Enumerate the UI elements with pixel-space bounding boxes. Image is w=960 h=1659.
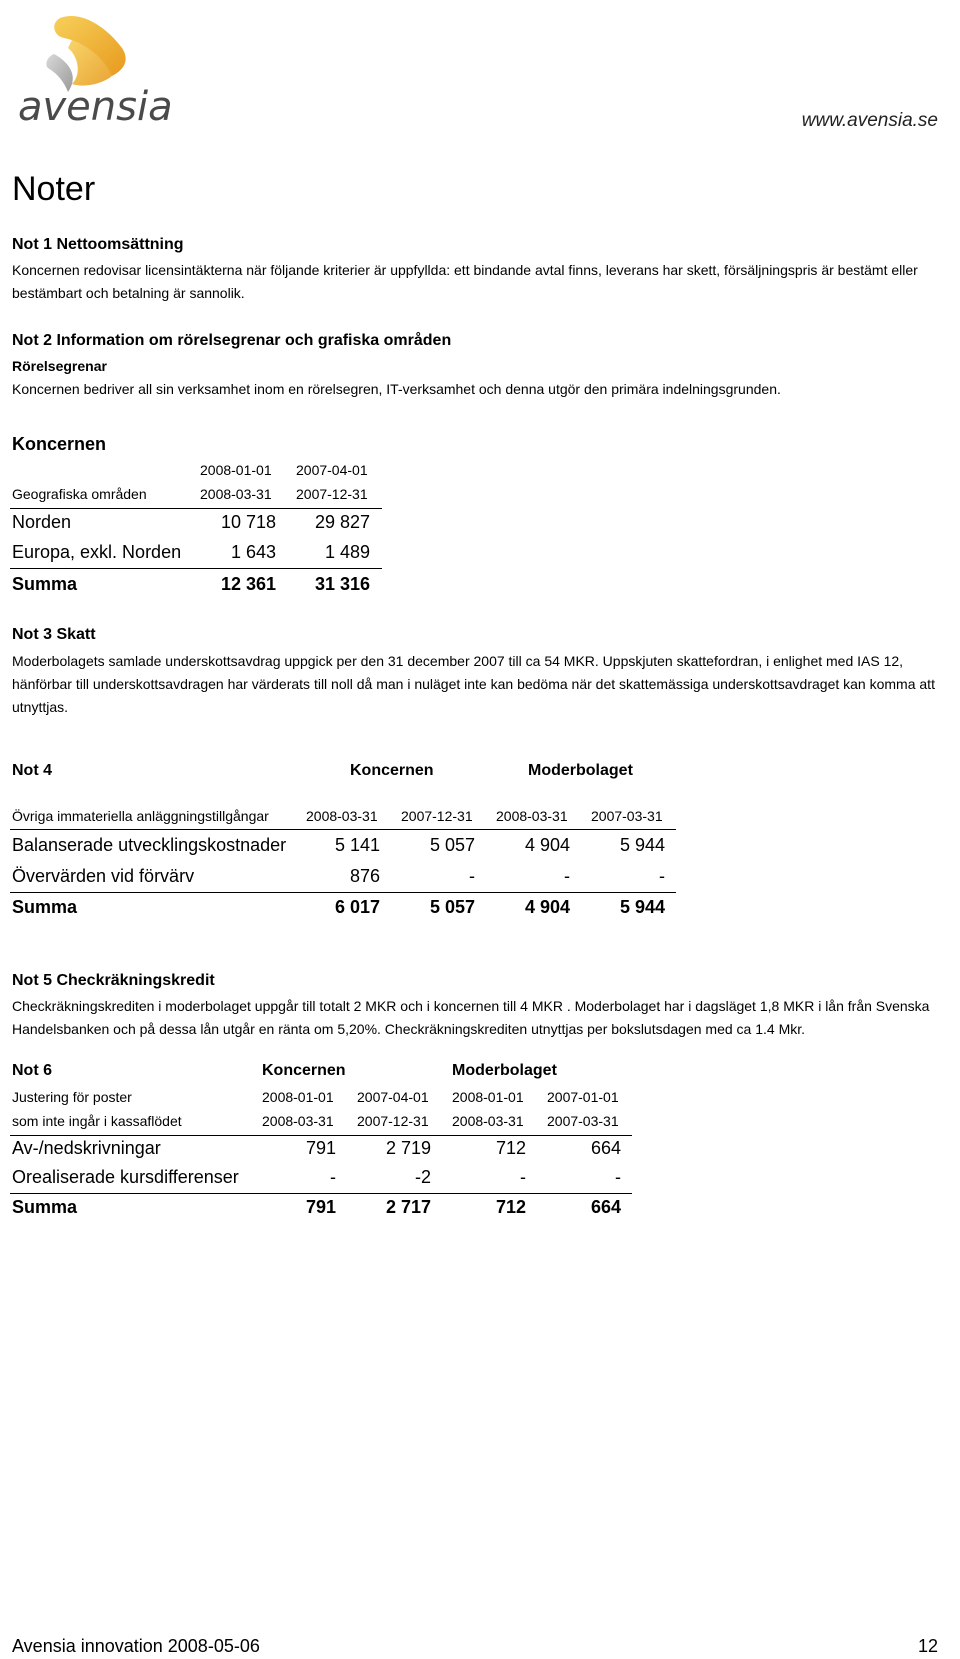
not6-row-avskrivningar-v4: 664 [590,1138,621,1158]
not6-total-v2: 2 717 [385,1197,431,1217]
not4-heading: Not 4 [12,762,52,779]
not4-row-balanserade-label: Balanserade utvecklingskostnader [12,835,287,855]
not4-row-overvarden-v3: - [564,866,570,886]
not6-group-koncernen: Koncernen [262,1062,346,1079]
logo-text: avensia [18,84,172,128]
not2-row-europa-v1: 1 643 [230,542,276,562]
not6-col-4-line1: 2007-01-01 [547,1089,619,1105]
not6-row-avskrivningar-v1: 791 [305,1138,336,1158]
not6-row-kursdifferenser-v4: - [615,1167,621,1187]
not6-row-kursdifferenser-label: Orealiserade kursdifferenser [12,1167,239,1187]
not6-col-3-line2: 2008-03-31 [452,1113,524,1129]
not4-row-overvarden-label: Övervärden vid förvärv [12,866,195,886]
not4-col-2: 2007-12-31 [401,808,473,824]
not6-col-3-line1: 2008-01-01 [452,1089,524,1105]
not4-total-v1: 6 017 [334,897,380,917]
not6-row-kursdifferenser-v3: - [520,1167,526,1187]
not6-heading: Not 6 [12,1062,52,1079]
not6-total-v4: 664 [590,1197,621,1217]
not6-col-2-line2: 2007-12-31 [357,1113,429,1129]
avensia-logo [12,8,172,128]
not4-row-balanserade-v1: 5 141 [334,835,380,855]
not6-group-moderbolaget: Moderbolaget [452,1062,557,1079]
not6-row-kursdifferenser-v2: -2 [414,1167,431,1187]
not2-subheading: Rörelsegrenar [12,358,107,374]
page-title: Noter [12,170,96,208]
not4-group-koncernen: Koncernen [350,762,434,779]
not6-row-avskrivningar-v2: 2 719 [385,1138,431,1158]
not5-heading: Not 5 Checkräkningskredit [12,972,215,989]
not4-header-divider [10,829,676,830]
not4-col-1: 2008-03-31 [306,808,378,824]
not6-total-divider [10,1193,632,1194]
not6-row-kursdifferenser-v1: - [330,1167,336,1187]
not2-col2-line2: 2007-12-31 [296,486,368,502]
not2-row-norden-label: Norden [12,512,72,532]
not2-row-europa-v2: 1 489 [324,542,370,562]
not4-col-3: 2008-03-31 [496,808,568,824]
not4-group-moderbolaget: Moderbolaget [528,762,633,779]
not4-row-overvarden-v1: 876 [349,866,380,886]
not2-table-title: Koncernen [12,434,107,454]
not4-total-label: Summa [12,897,78,917]
not2-total-v2: 31 316 [314,574,370,594]
not3-heading: Not 3 Skatt [12,626,96,643]
not4-row-balanserade-v2: 5 057 [429,835,475,855]
not4-row-overvarden-v4: - [659,866,665,886]
not2-total-divider [10,568,382,569]
not2-col2-line1: 2007-04-01 [296,462,368,478]
logo-mark-icon [12,8,172,128]
not2-header-divider [10,508,382,509]
not4-total-divider [10,892,676,893]
not3-text: Moderbolagets samlade underskottsavdrag uppgick per den 31 december 2007 till ca 54 MKR. Uppskjuten skattefordran, i enlighet med IAS 12, hänförbar till underskottsavdragen har värderats till noll då man i nuläget inte kan bedöma när det skattemässiga underskottsavdraget kan komma att utnyttjas. [12,653,935,715]
not2-row-norden-v1: 10 718 [220,512,276,532]
not6-total-label: Summa [12,1197,78,1217]
not2-col1-line2: 2008-03-31 [200,486,272,502]
not4-row-balanserade-v3: 4 904 [524,835,570,855]
not4-total-v2: 5 057 [429,897,475,917]
not2-total-label: Summa [12,574,78,594]
not6-col-1-line2: 2008-03-31 [262,1113,334,1129]
website-link[interactable]: www.avensia.se [801,110,938,131]
not4-row-balanserade-v4: 5 944 [619,835,665,855]
not1-text: Koncernen redovisar licensintäkterna när följande kriterier är uppfyllda: ett bindande avtal finns, leverans har skett, försäljningspris är bestämt eller bestämbart och betalning är sannolik. [12,262,918,301]
not2-heading: Not 2 Information om rörelsegrenar och grafiska områden [12,332,452,349]
not1-heading: Not 1 Nettoomsättning [12,236,184,253]
not4-col-4: 2007-03-31 [591,808,663,824]
not5-text: Checkräkningskrediten i moderbolaget uppgår till totalt 2 MKR och i koncernen till 4 MKR . Moderbolaget har i dagsläget 1,8 MKR i lån från Svenska Handelsbanken och på dessa lån utgår en ränta om 5,20%. Checkräkningskrediten utnyttjas per bokslutsdagen med ca 1.4 Mkr. [12,998,930,1037]
not4-total-v4: 5 944 [619,897,665,917]
not6-col-4-line2: 2007-03-31 [547,1113,619,1129]
not4-total-v3: 4 904 [524,897,570,917]
page-number: 12 [917,1636,938,1656]
not6-col-1-line1: 2008-01-01 [262,1089,334,1105]
not2-row-header: Geografiska områden [12,486,147,502]
not6-row-header-2: som inte ingår i kassaflödet [12,1113,182,1129]
not6-row-avskrivningar-label: Av-/nedskrivningar [12,1138,161,1158]
not6-row-header-1: Justering för poster [12,1089,132,1105]
not2-row-norden-v2: 29 827 [314,512,370,532]
not6-total-v3: 712 [495,1197,526,1217]
not6-row-avskrivningar-v3: 712 [495,1138,526,1158]
not2-text: Koncernen bedriver all sin verksamhet inom en rörelsegren, IT-verksamhet och denna utgör den primära indelningsgrunden. [12,381,781,397]
not6-header-divider [10,1135,632,1136]
not2-total-v1: 12 361 [220,574,276,594]
footer-text: Avensia innovation 2008-05-06 [12,1636,260,1656]
not6-col-2-line1: 2007-04-01 [357,1089,429,1105]
not4-row-header: Övriga immateriella anläggningstillgångar [12,808,269,824]
not2-row-europa-label: Europa, exkl. Norden [12,542,182,562]
not4-row-overvarden-v2: - [469,866,475,886]
not6-total-v1: 791 [305,1197,336,1217]
not2-col1-line1: 2008-01-01 [200,462,272,478]
